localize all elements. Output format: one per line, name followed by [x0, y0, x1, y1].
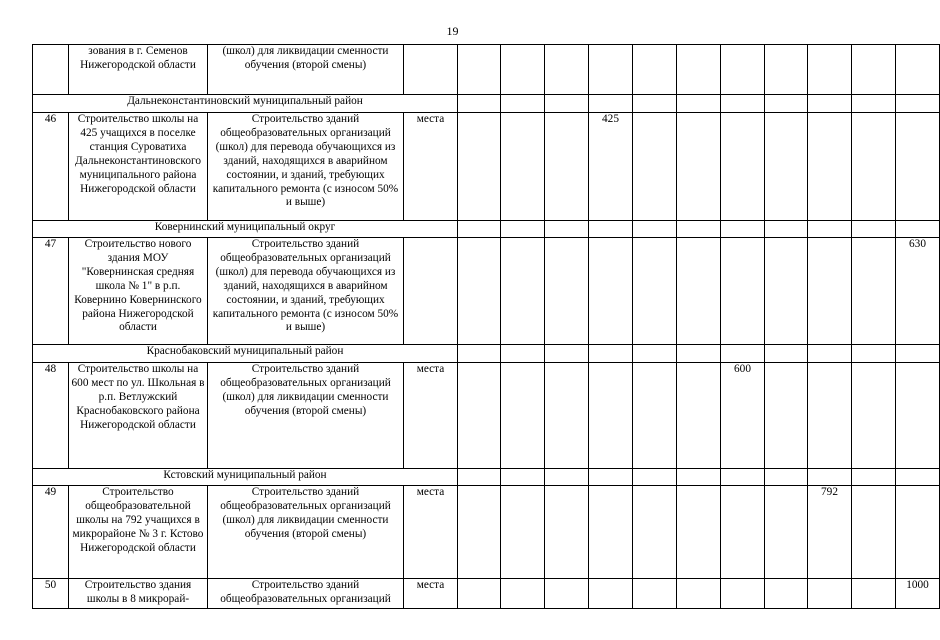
value-cell	[589, 486, 633, 579]
value-cell	[458, 486, 501, 579]
object-purpose: Строительство зданий общеобразовательных организаций (школ) для ликвидации сменности обучения (второй смены)	[208, 486, 404, 579]
unit-cell: места	[404, 113, 458, 221]
value-cell	[721, 579, 765, 609]
value-cell	[501, 45, 545, 95]
empty-cell	[896, 345, 940, 363]
empty-cell	[633, 469, 677, 486]
empty-cell	[501, 469, 545, 486]
section-title: Ковернинский муниципальный округ	[33, 221, 458, 238]
value-cell	[677, 238, 721, 345]
table-row	[33, 238, 940, 345]
value-cell	[633, 238, 677, 345]
row-number: 47	[33, 238, 69, 345]
empty-cell	[458, 469, 501, 486]
unit-cell: места	[404, 486, 458, 579]
value-cell	[896, 363, 940, 469]
value-cell	[545, 579, 589, 609]
empty-cell	[633, 221, 677, 238]
empty-cell	[589, 469, 633, 486]
empty-cell	[501, 345, 545, 363]
empty-cell	[896, 95, 940, 113]
row-number: 48	[33, 363, 69, 469]
value-cell	[633, 45, 677, 95]
empty-cell	[589, 345, 633, 363]
value-cell	[458, 113, 501, 221]
empty-cell	[721, 469, 765, 486]
row-number: 49	[33, 486, 69, 579]
value-cell	[808, 113, 852, 221]
object-name: Строительство школы на 425 учащихся в поселке станция Суроватиха Дальнеконстантиновского муниципального района Нижегородской области	[69, 113, 208, 221]
empty-cell	[677, 95, 721, 113]
unit-cell: места	[404, 579, 458, 609]
section-title: Краснобаковский муниципальный район	[33, 345, 458, 363]
empty-cell	[458, 345, 501, 363]
program-table	[32, 44, 940, 609]
value-cell	[458, 579, 501, 609]
empty-cell	[852, 221, 896, 238]
value-cell	[765, 45, 808, 95]
empty-cell	[501, 95, 545, 113]
object-purpose: Строительство зданий общеобразовательных организаций (школ) для перевода обучающихся из зданий, находящихся в аварийном состоянии, и зданий, требующих капитального ремонта (с износом 50% и выше)	[208, 113, 404, 221]
value-cell	[677, 363, 721, 469]
value-cell	[589, 45, 633, 95]
object-name: зования в г. Семенов Нижегородской области	[69, 45, 208, 95]
value-cell	[852, 238, 896, 345]
empty-cell	[545, 345, 589, 363]
object-purpose: Строительство зданий общеобразовательных организаций (школ) для ликвидации сменности обучения (второй смены)	[208, 363, 404, 469]
value-cell	[458, 45, 501, 95]
row-number	[33, 45, 69, 95]
empty-cell	[896, 469, 940, 486]
empty-cell	[633, 95, 677, 113]
value-cell	[501, 486, 545, 579]
empty-cell	[545, 221, 589, 238]
unit-cell: места	[404, 363, 458, 469]
value-cell	[589, 238, 633, 345]
empty-cell	[808, 221, 852, 238]
value-cell	[721, 113, 765, 221]
table-row	[33, 579, 940, 609]
value-cell	[677, 579, 721, 609]
empty-cell	[545, 95, 589, 113]
value-cell	[808, 579, 852, 609]
value-cell	[545, 363, 589, 469]
empty-cell	[721, 221, 765, 238]
table-row	[33, 486, 940, 579]
empty-cell	[458, 95, 501, 113]
value-cell	[545, 45, 589, 95]
value-cell	[721, 238, 765, 345]
value-cell	[765, 238, 808, 345]
value-cell	[545, 238, 589, 345]
value-cell	[589, 363, 633, 469]
value-cell: 1000	[896, 579, 940, 609]
empty-cell	[808, 345, 852, 363]
value-cell: 630	[896, 238, 940, 345]
object-purpose: Строительство зданий общеобразовательных организаций (школ) для перевода обучающихся из зданий, находящихся в аварийном состоянии, и зданий, требующих капитального ремонта (с износом 50% и выше)	[208, 238, 404, 345]
page-number: 19	[446, 24, 459, 38]
value-cell	[633, 486, 677, 579]
row-number: 50	[33, 579, 69, 609]
object-name: Строительство школы на 600 мест по ул. Школьная в р.п. Ветлужский Краснобаковского района Нижегородской области	[69, 363, 208, 469]
empty-cell	[896, 221, 940, 238]
empty-cell	[765, 221, 808, 238]
empty-cell	[589, 221, 633, 238]
value-cell	[896, 45, 940, 95]
value-cell: 425	[589, 113, 633, 221]
value-cell	[765, 486, 808, 579]
value-cell	[808, 45, 852, 95]
value-cell	[896, 486, 940, 579]
section-title: Дальнеконстантиновский муниципальный район	[33, 95, 458, 113]
value-cell	[677, 113, 721, 221]
value-cell	[545, 113, 589, 221]
empty-cell	[677, 469, 721, 486]
value-cell	[808, 363, 852, 469]
value-cell	[501, 238, 545, 345]
value-cell	[458, 363, 501, 469]
value-cell	[633, 363, 677, 469]
value-cell	[852, 486, 896, 579]
unit-cell	[404, 238, 458, 345]
value-cell	[765, 113, 808, 221]
value-cell	[677, 486, 721, 579]
value-cell	[852, 579, 896, 609]
empty-cell	[765, 469, 808, 486]
value-cell	[852, 363, 896, 469]
empty-cell	[808, 469, 852, 486]
table-row	[33, 113, 940, 221]
value-cell	[852, 113, 896, 221]
object-purpose: Строительство зданий общеобразовательных организаций	[208, 579, 404, 609]
section-row	[33, 95, 940, 113]
value-cell	[633, 113, 677, 221]
section-title: Кстовский муниципальный район	[33, 469, 458, 486]
value-cell	[677, 45, 721, 95]
section-row	[33, 221, 940, 238]
empty-cell	[721, 95, 765, 113]
value-cell	[589, 579, 633, 609]
empty-cell	[677, 221, 721, 238]
table-row	[33, 363, 940, 469]
value-cell	[721, 486, 765, 579]
value-cell	[501, 113, 545, 221]
table-row	[33, 45, 940, 95]
empty-cell	[501, 221, 545, 238]
empty-cell	[765, 95, 808, 113]
value-cell	[545, 486, 589, 579]
value-cell	[765, 579, 808, 609]
empty-cell	[765, 345, 808, 363]
unit-cell	[404, 45, 458, 95]
value-cell	[808, 238, 852, 345]
object-name: Строительство нового здания МОУ "Ковернинская средняя школа № 1" в р.п. Ковернино Ковернинского района Нижегородской области	[69, 238, 208, 345]
value-cell	[501, 579, 545, 609]
value-cell	[633, 579, 677, 609]
value-cell	[896, 113, 940, 221]
empty-cell	[458, 221, 501, 238]
empty-cell	[852, 95, 896, 113]
empty-cell	[808, 95, 852, 113]
empty-cell	[721, 345, 765, 363]
object-name: Строительство общеобразовательной школы на 792 учащихся в микрорайоне № 3 г. Кстово Нижегородской области	[69, 486, 208, 579]
section-row	[33, 469, 940, 486]
object-name: Строительство здания школы в 8 микрорай-	[69, 579, 208, 609]
empty-cell	[589, 95, 633, 113]
value-cell	[721, 45, 765, 95]
value-cell	[765, 363, 808, 469]
object-purpose: (школ) для ликвидации сменности обучения (второй смены)	[208, 45, 404, 95]
empty-cell	[852, 345, 896, 363]
empty-cell	[852, 469, 896, 486]
empty-cell	[633, 345, 677, 363]
value-cell	[458, 238, 501, 345]
empty-cell	[545, 469, 589, 486]
value-cell: 792	[808, 486, 852, 579]
section-row	[33, 345, 940, 363]
value-cell	[852, 45, 896, 95]
value-cell: 600	[721, 363, 765, 469]
row-number: 46	[33, 113, 69, 221]
empty-cell	[677, 345, 721, 363]
value-cell	[501, 363, 545, 469]
